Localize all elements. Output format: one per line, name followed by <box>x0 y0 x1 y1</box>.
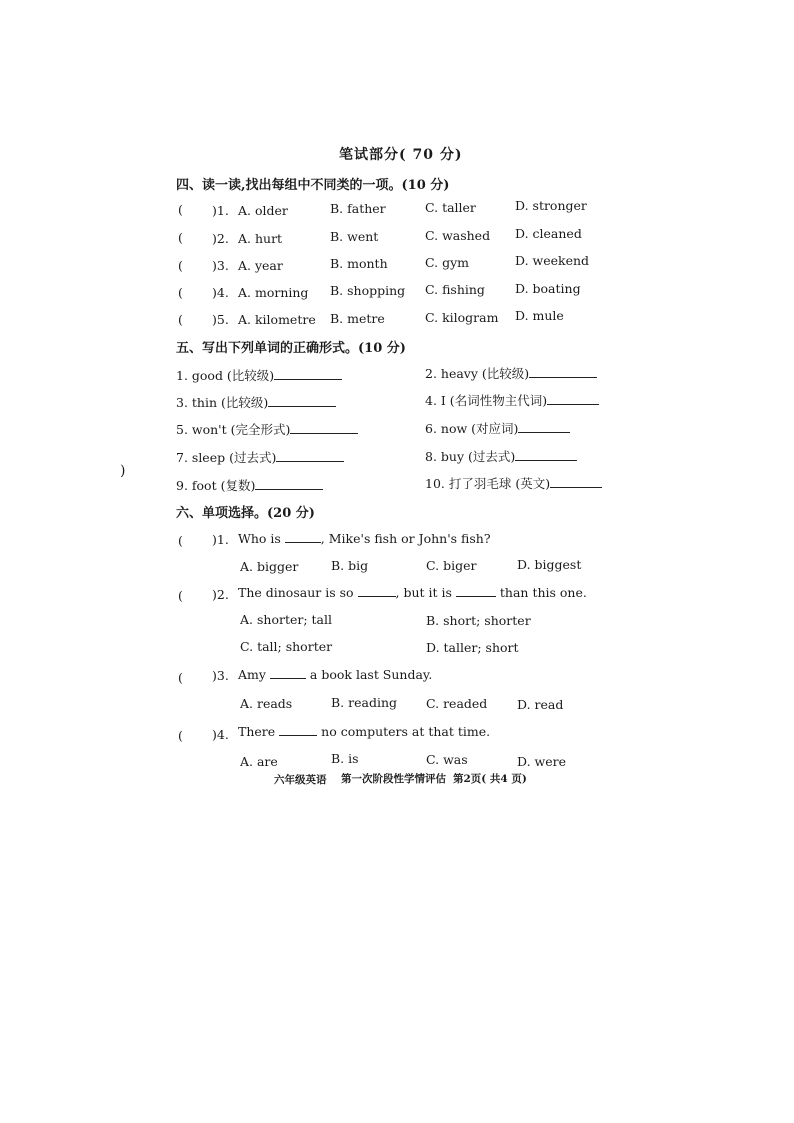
answer-blank[interactable] <box>274 368 342 380</box>
option-a: A. hurt <box>238 231 283 246</box>
word-item: 6. now (对应词) <box>425 419 570 437</box>
option-c: C. readed <box>426 696 488 711</box>
answer-paren: ( <box>178 670 183 685</box>
section-4-heading: 四、读一读,找出每组中不同类的一项。(10 分) <box>176 178 450 193</box>
option-a: A. year <box>238 258 283 273</box>
option-c: C. washed <box>425 228 491 243</box>
question-number: )4. <box>212 727 229 742</box>
option-b: B. big <box>331 558 369 573</box>
option-a: A. kilometre <box>238 312 316 327</box>
section-6-heading: 六、单项选择。(20 分) <box>176 506 315 521</box>
footer-page-number: 第2页( 共4 页) <box>453 773 527 785</box>
option-c: C. gym <box>425 255 469 270</box>
option-d: D. taller; short <box>426 640 519 655</box>
option-c: C. fishing <box>425 282 485 297</box>
question-text: Who is , Mike's fish or John's fish? <box>238 531 491 546</box>
answer-blank[interactable] <box>270 667 306 679</box>
answer-paren: ( <box>178 285 183 300</box>
option-c: C. kilogram <box>425 310 499 325</box>
option-b: B. is <box>331 751 359 766</box>
answer-blank[interactable] <box>547 393 599 405</box>
word-item: 10. 打了羽毛球 (英文) <box>425 474 602 492</box>
page-title: 笔试部分( 70 分) <box>339 147 463 163</box>
option-d: D. mule <box>515 308 564 323</box>
option-d: D. biggest <box>517 557 582 572</box>
word-item: 5. won't (完全形式) <box>176 420 358 438</box>
answer-paren: ( <box>178 588 183 603</box>
answer-blank[interactable] <box>279 724 317 736</box>
answer-paren: ( <box>178 258 183 273</box>
answer-blank[interactable] <box>515 449 577 461</box>
question-number: )1. <box>212 532 229 547</box>
question-number: )2. <box>212 587 229 602</box>
item-number: )2. <box>212 231 229 246</box>
item-number: )5. <box>212 312 229 327</box>
answer-blank[interactable] <box>529 366 597 378</box>
option-c: C. tall; shorter <box>240 639 333 654</box>
question-text: Amy a book last Sunday. <box>238 667 433 682</box>
footer-assessment: 第一次阶段性学情评估 <box>341 773 446 785</box>
option-b: B. metre <box>330 311 385 326</box>
option-a: A. shorter; tall <box>240 612 332 627</box>
option-b: B. father <box>330 201 386 216</box>
answer-blank[interactable] <box>550 476 602 488</box>
stray-mark: ) <box>120 463 126 479</box>
item-number: )3. <box>212 258 229 273</box>
answer-blank[interactable] <box>268 395 336 407</box>
option-d: D. stronger <box>515 198 587 213</box>
option-c: C. biger <box>426 558 477 573</box>
answer-blank[interactable] <box>358 585 396 597</box>
option-a: A. morning <box>238 285 309 300</box>
option-a: A. reads <box>240 696 293 711</box>
option-c: C. was <box>426 752 468 767</box>
option-d: D. weekend <box>515 253 590 268</box>
option-a: A. older <box>238 203 288 218</box>
answer-paren: ( <box>178 312 183 327</box>
word-item: 3. thin (比较级) <box>176 393 336 411</box>
word-item: 7. sleep (过去式) <box>176 448 344 466</box>
option-d: D. read <box>517 697 564 712</box>
option-b: B. shopping <box>330 283 406 298</box>
answer-paren: ( <box>178 533 183 548</box>
answer-paren: ( <box>178 728 183 743</box>
option-b: B. reading <box>331 695 398 710</box>
option-b: B. short; shorter <box>426 613 531 628</box>
answer-blank[interactable] <box>276 450 344 462</box>
question-text: There no computers at that time. <box>238 724 491 739</box>
option-a: A. bigger <box>240 559 299 574</box>
option-c: C. taller <box>425 200 476 215</box>
option-d: D. boating <box>515 281 581 296</box>
item-number: )4. <box>212 285 229 300</box>
word-item: 8. buy (过去式) <box>425 447 577 465</box>
answer-blank[interactable] <box>518 421 570 433</box>
answer-blank[interactable] <box>456 585 496 597</box>
word-item: 2. heavy (比较级) <box>425 364 597 382</box>
answer-blank[interactable] <box>255 478 323 490</box>
section-5-heading: 五、写出下列单词的正确形式。(10 分) <box>176 341 406 356</box>
option-d: D. were <box>517 754 566 769</box>
footer-subject: 六年级英语 <box>274 774 327 786</box>
question-text: The dinosaur is so , but it is than this one. <box>238 585 587 600</box>
answer-paren: ( <box>178 230 183 245</box>
word-item: 1. good (比较级) <box>176 366 342 384</box>
option-b: B. went <box>330 229 379 244</box>
word-item: 4. I (名词性物主代词) <box>425 391 599 409</box>
question-number: )3. <box>212 668 229 683</box>
answer-blank[interactable] <box>285 531 321 543</box>
item-number: )1. <box>212 203 229 218</box>
option-a: A. are <box>240 754 278 769</box>
option-b: B. month <box>330 256 388 271</box>
word-item: 9. foot (复数) <box>176 476 323 494</box>
option-d: D. cleaned <box>515 226 582 241</box>
answer-blank[interactable] <box>290 422 358 434</box>
answer-paren: ( <box>178 202 183 217</box>
